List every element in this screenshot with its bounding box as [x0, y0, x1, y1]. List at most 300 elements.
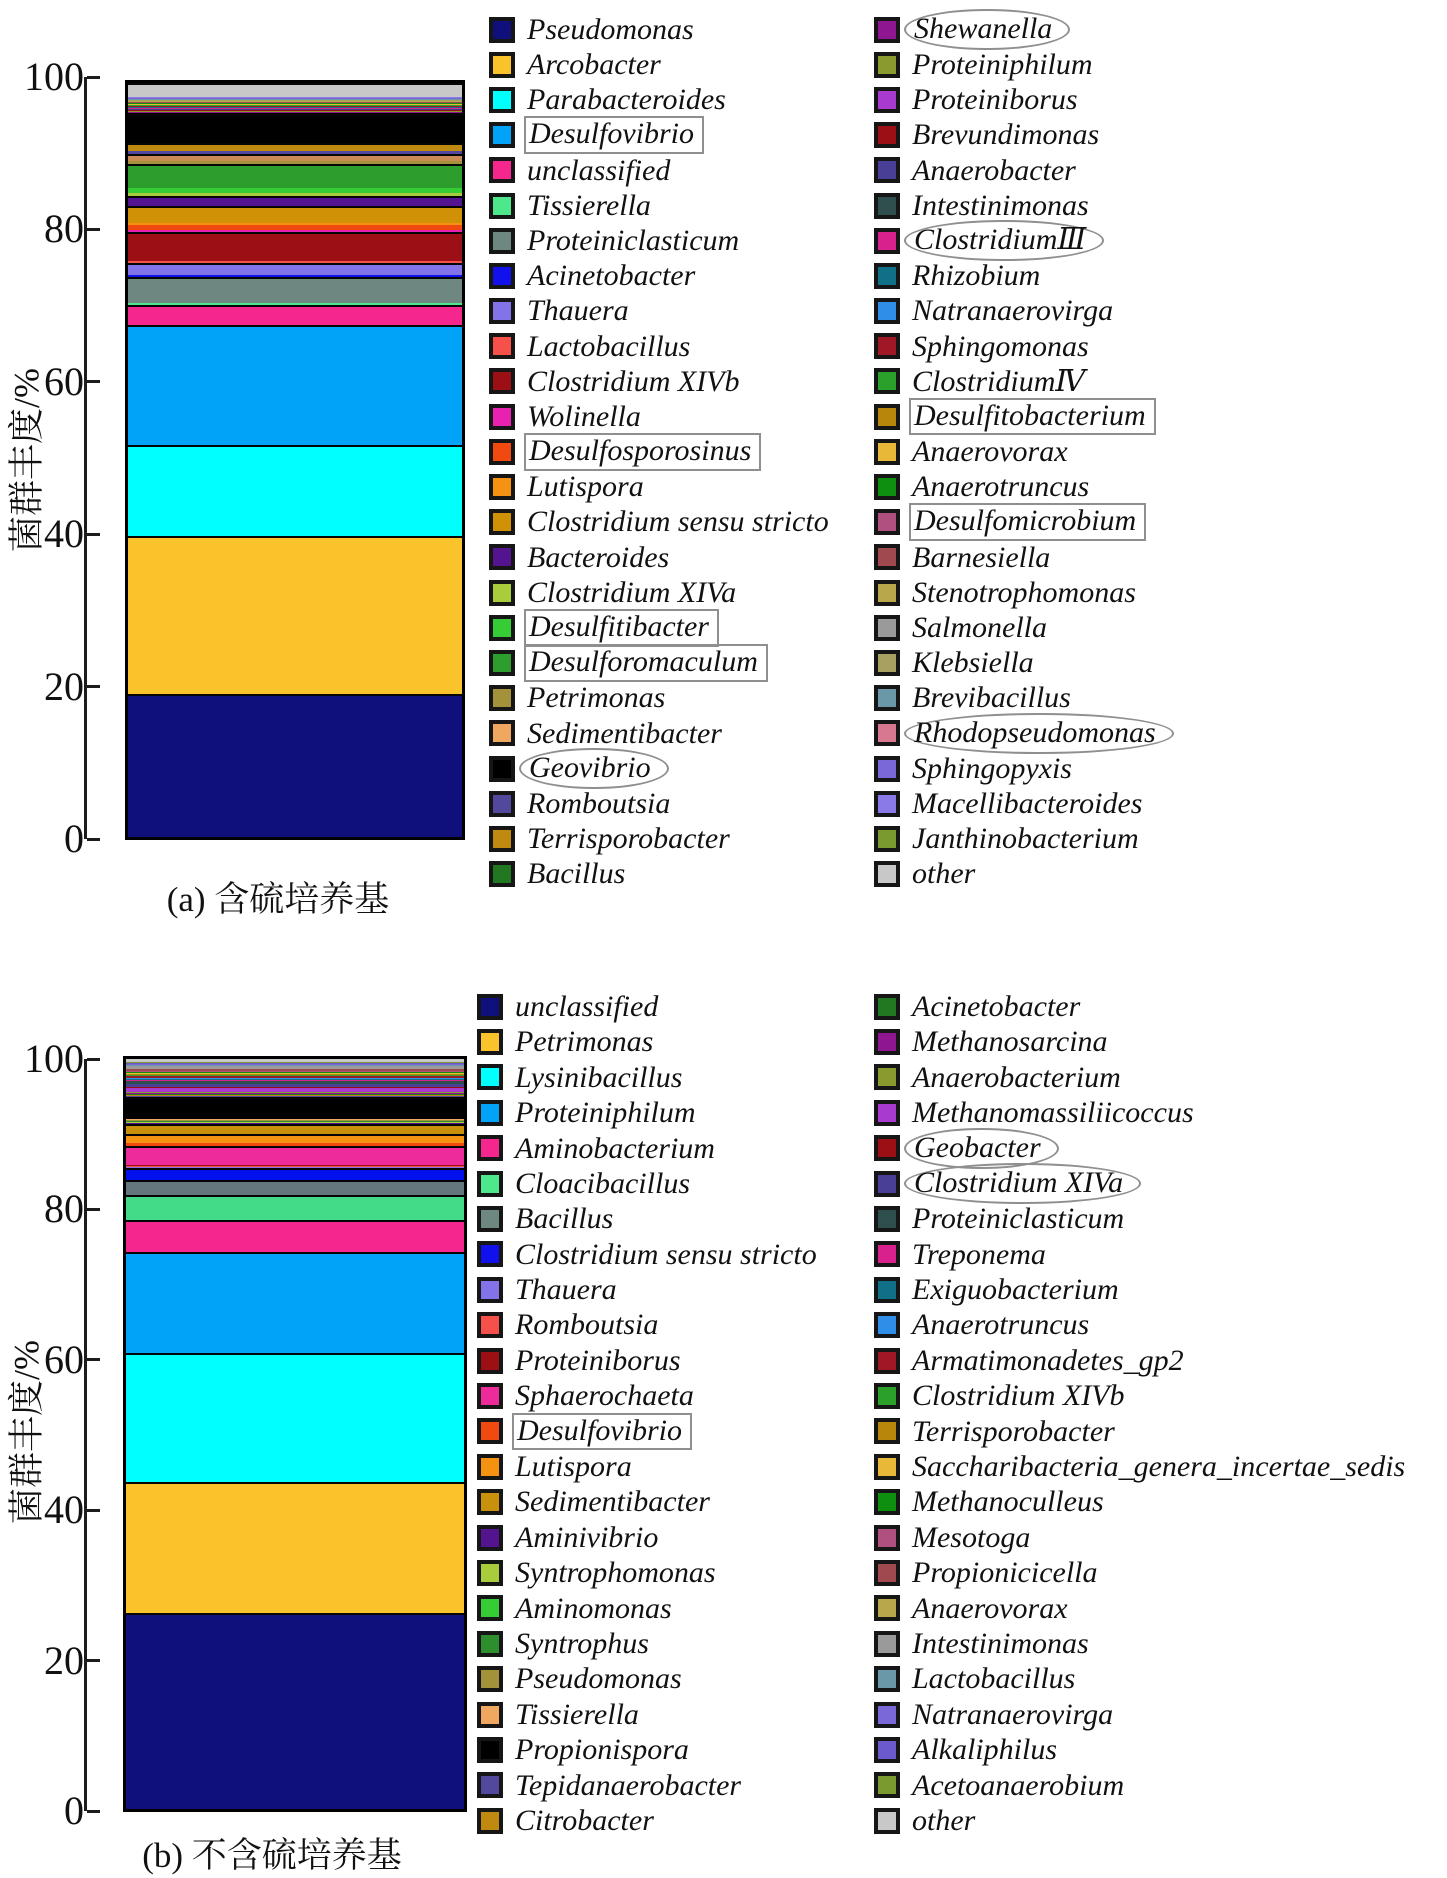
- legend-item: [477, 1697, 817, 1732]
- legend-swatch: [874, 826, 900, 852]
- legend-item: [874, 1343, 1405, 1378]
- legend-item: [874, 1131, 1405, 1166]
- legend-item: [477, 1237, 817, 1272]
- legend-item: [489, 329, 829, 364]
- legend-item: [489, 294, 829, 329]
- legend-item: [489, 575, 829, 610]
- legend-label: Bacillus: [527, 857, 626, 891]
- legend-item: [874, 821, 1174, 856]
- legend-item: [874, 1166, 1405, 1201]
- bar-segment-petrimonas: [128, 161, 462, 164]
- bar-segment-terrisporobacter: [126, 1074, 464, 1075]
- legend-swatch: [874, 1277, 900, 1303]
- legend-swatch: [489, 720, 515, 746]
- legend-label: Lactobacillus: [527, 329, 691, 363]
- legend-label: Desulfitobacterium: [909, 398, 1156, 436]
- legend-label: Proteiniphilum: [515, 1096, 696, 1130]
- legend-item: [874, 786, 1174, 821]
- legend-swatch: [874, 1560, 900, 1586]
- legend-label: Anaerobacter: [912, 153, 1076, 187]
- legend-label: Pseudomonas: [527, 12, 694, 46]
- legend-label: Methanomassiliicoccus: [912, 1096, 1194, 1130]
- legend-item: [874, 1308, 1405, 1343]
- legend-swatch: [874, 263, 900, 289]
- legend-label: Tissierella: [515, 1697, 639, 1731]
- bar-segment-anaerotruncus: [126, 1078, 464, 1079]
- bar-segment-acinetobacter: [126, 1094, 464, 1095]
- legend-label: Desulfovibrio: [512, 1413, 692, 1451]
- legend-item: [874, 857, 1174, 892]
- legend-swatch: [874, 1064, 900, 1090]
- legend-swatch: [477, 1808, 503, 1834]
- legend-swatch: [874, 1808, 900, 1834]
- y-tick: [14, 206, 100, 252]
- bar-segment-cloacibacillus: [126, 1195, 464, 1220]
- legend-swatch: [874, 1525, 900, 1551]
- y-tick-label: 40: [44, 511, 84, 557]
- legend-label: Sphingopyxis: [912, 751, 1072, 785]
- bar-segment-lactobacillus: [126, 1065, 464, 1067]
- bar-segment-romboutsia: [126, 1166, 464, 1167]
- legend-label: Anaerovorax: [912, 435, 1068, 469]
- legend-label: Bacteroides: [527, 540, 670, 574]
- legend-label: Petrimonas: [527, 681, 666, 715]
- legend-swatch: [874, 1100, 900, 1126]
- legend-item: [874, 1272, 1405, 1307]
- legend-swatch: [874, 580, 900, 606]
- legend-item: [874, 751, 1174, 786]
- legend-item: [477, 1378, 817, 1413]
- y-tick-mark: [87, 1358, 100, 1361]
- legend-item: [489, 364, 829, 399]
- legend-swatch: [489, 263, 515, 289]
- y-tick: [14, 358, 100, 404]
- legend-swatch: [477, 994, 503, 1020]
- legend-label: Anaerotruncus: [912, 1308, 1090, 1342]
- legend-label: unclassified: [515, 989, 659, 1023]
- legend-swatch: [489, 368, 515, 394]
- legend-swatch: [874, 1029, 900, 1055]
- bar-segment-unclassified: [126, 1613, 464, 1809]
- legend-item: [477, 1555, 817, 1590]
- bar-segment-janthinobacterium: [128, 97, 462, 98]
- legend-item: [874, 1591, 1405, 1626]
- legend-item: [874, 1555, 1405, 1590]
- bar-segment-geovibrio: [128, 113, 462, 142]
- legend-item: [874, 681, 1174, 716]
- legend-swatch: [874, 1383, 900, 1409]
- legend-item: [874, 294, 1174, 329]
- legend-swatch: [489, 228, 515, 254]
- legend-swatch: [874, 1489, 900, 1515]
- legend-swatch: [489, 439, 515, 465]
- bar-segment-pseudomonas: [128, 694, 462, 837]
- legend-item: [874, 989, 1405, 1024]
- bar-segment-propionispora: [126, 1097, 464, 1120]
- legend-item: [874, 1697, 1405, 1732]
- legend-label: Macellibacteroides: [912, 786, 1143, 820]
- legend-item: [874, 399, 1174, 434]
- legend-label: Thauera: [515, 1273, 617, 1307]
- legend-label: Syntrophomonas: [515, 1556, 716, 1590]
- legend-swatch: [477, 1029, 503, 1055]
- y-tick-mark: [87, 228, 100, 231]
- legend-item: [874, 153, 1174, 188]
- legend-item: [874, 505, 1174, 540]
- bar-segment-desulfovibrio: [128, 325, 462, 446]
- legend-label: Barnesiella: [912, 540, 1051, 574]
- bar-segment-petrimonas: [126, 1482, 464, 1613]
- bar-segment-lactobacillus: [128, 261, 462, 263]
- legend-item: [489, 751, 829, 786]
- bar-segment-acinetobacter: [128, 275, 462, 277]
- legend-item: [489, 716, 829, 751]
- legend-label: Anaerotruncus: [912, 470, 1090, 504]
- bar-segment-intestinimonas: [128, 109, 462, 110]
- bar-segment-other: [128, 83, 462, 96]
- legend-item: [477, 1343, 817, 1378]
- legend-item: [874, 610, 1174, 645]
- legend-swatch: [874, 1348, 900, 1374]
- bar-segment-klebsiella: [128, 100, 462, 101]
- legend-item: [874, 1095, 1405, 1130]
- y-tick-label: 0: [64, 816, 84, 861]
- stacked-bar: [125, 80, 465, 840]
- legend-swatch: [489, 333, 515, 359]
- chart-caption: (a) 含硫培养基: [166, 880, 390, 919]
- legend-swatch: [477, 1171, 503, 1197]
- legend-swatch: [489, 615, 515, 641]
- legend-label: Sedimentibacter: [515, 1485, 710, 1519]
- bar-segment-anaerovorax: [128, 104, 462, 105]
- legend-label: Rhizobium: [912, 259, 1041, 293]
- legend-swatch: [477, 1772, 503, 1798]
- bar-segment-bacillus: [126, 1180, 464, 1195]
- legend-item: [489, 469, 829, 504]
- bar-segment-tissierella: [126, 1119, 464, 1120]
- bar-segment-propionicicella: [126, 1069, 464, 1071]
- bar-segment-natranaerovirga: [126, 1064, 464, 1065]
- legend-item: [477, 1484, 817, 1519]
- legend-swatch: [477, 1312, 503, 1338]
- legend-swatch: [874, 474, 900, 500]
- legend-swatch: [477, 1348, 503, 1374]
- legend-label: Methanoculleus: [912, 1485, 1104, 1519]
- legend-swatch: [874, 368, 900, 394]
- y-tick: [14, 1336, 100, 1382]
- bar-segment-aminomonas: [126, 1122, 464, 1123]
- legend-item: [874, 1378, 1405, 1413]
- legend-label: Terrisporobacter: [527, 822, 730, 856]
- legend-label: Romboutsia: [515, 1308, 659, 1342]
- legend-swatch: [874, 1666, 900, 1692]
- bar-segment-armatimonadetes-gp2: [126, 1076, 464, 1078]
- legend-label: Citrobacter: [515, 1803, 654, 1837]
- legend-label: Natranaerovirga: [912, 294, 1114, 328]
- legend-swatch: [874, 861, 900, 887]
- legend-swatch: [874, 1135, 900, 1161]
- legend-item: [874, 1237, 1405, 1272]
- bar-segment-anaerobacter: [128, 109, 462, 110]
- legend-item: [489, 118, 829, 153]
- legend-item: [874, 1626, 1405, 1661]
- legend-item: [489, 82, 829, 117]
- legend-item: [489, 12, 829, 47]
- legend-label: Desulforomaculum: [524, 644, 768, 682]
- bar-segment-clostridium-sensu-stricto: [126, 1168, 464, 1180]
- legend-swatch: [489, 52, 515, 78]
- legend-swatch: [489, 298, 515, 324]
- legend-swatch: [874, 298, 900, 324]
- legend-swatch: [874, 157, 900, 183]
- y-tick-label: 20: [44, 1637, 84, 1683]
- legend-label: Sedimentibacter: [527, 716, 722, 750]
- legend-swatch: [477, 1206, 503, 1232]
- legend-swatch: [874, 1631, 900, 1657]
- bar-segment-tissierella: [128, 303, 462, 305]
- bar-segment-geobacter: [126, 1087, 464, 1089]
- legend-swatch: [489, 544, 515, 570]
- legend-item: [874, 47, 1174, 82]
- legend-item: [874, 258, 1174, 293]
- legend-label: Proteiniclasticum: [912, 1202, 1125, 1236]
- legend-item: [477, 1201, 817, 1236]
- legend-item: [477, 1024, 817, 1059]
- legend-label: Proteiniborus: [912, 83, 1078, 117]
- legend-label: Acetoanaerobium: [912, 1768, 1125, 1802]
- legend-swatch: [874, 228, 900, 254]
- legend-swatch: [874, 193, 900, 219]
- bar-segment-thauera: [128, 263, 462, 275]
- legend-column-1: [477, 989, 817, 1838]
- bar-segment-exiguobacterium: [126, 1079, 464, 1081]
- legend-label: Clostridium XIVa: [904, 1163, 1141, 1205]
- bar-segment-wolinella: [128, 230, 462, 232]
- bar-segment-sphingomonas: [128, 106, 462, 107]
- legend-label: Desulfitibacter: [524, 609, 719, 647]
- legend-swatch: [874, 87, 900, 113]
- bar-segment-anaerobacterium: [126, 1092, 464, 1093]
- legend-item: [874, 1768, 1405, 1803]
- legend-label: Geobacter: [904, 1128, 1059, 1170]
- legend-item: [874, 12, 1174, 47]
- legend-label: Thauera: [527, 294, 629, 328]
- legend-label: Desulfosporosinus: [524, 433, 761, 471]
- stacked-bar: [123, 1056, 467, 1812]
- legend-label: Propionispora: [515, 1733, 689, 1767]
- legend-swatch: [874, 994, 900, 1020]
- y-tick: [14, 1788, 100, 1833]
- legend-swatch: [489, 17, 515, 43]
- legend-item: [874, 716, 1174, 751]
- y-tick-mark: [87, 838, 100, 841]
- bar-segment-acetoanaerobium: [126, 1062, 464, 1063]
- bar-segment-other: [126, 1059, 464, 1061]
- legend-label: Wolinella: [527, 399, 641, 433]
- legend-item: [477, 1272, 817, 1307]
- bar-segment-sedimentibacter: [128, 154, 462, 161]
- legend-label: Proteiniclasticum: [527, 223, 740, 257]
- bar-segment-terrisporobacter: [128, 143, 462, 151]
- legend-swatch: [874, 404, 900, 430]
- legend-label: Salmonella: [912, 611, 1047, 645]
- legend-label: Pseudomonas: [515, 1662, 682, 1696]
- bar-segment-rhizobium: [128, 107, 462, 108]
- legend-swatch: [489, 122, 515, 148]
- bar-segment-desulforomaculum: [128, 164, 462, 188]
- bar-segment-treponema: [126, 1080, 464, 1081]
- bar-segment-proteiniborus: [128, 111, 462, 112]
- legend-swatch: [874, 333, 900, 359]
- legend-item: [489, 47, 829, 82]
- legend-label: Lactobacillus: [912, 1662, 1076, 1696]
- legend-item: [489, 681, 829, 716]
- chart-caption: (b) 不含硫培养基: [142, 1836, 402, 1875]
- legend-label: Mesotoga: [912, 1520, 1031, 1554]
- legend-swatch: [477, 1560, 503, 1586]
- bar-segment-proteiniclasticum: [126, 1081, 464, 1084]
- legend-label: Lutispora: [515, 1450, 632, 1484]
- legend-item: [874, 434, 1174, 469]
- bar-segment-clostridium-xiva: [128, 193, 462, 196]
- legend-swatch: [477, 1631, 503, 1657]
- legend-item: [477, 1591, 817, 1626]
- y-tick: [14, 1036, 100, 1081]
- legend-swatch: [477, 1383, 503, 1409]
- y-tick-label: 60: [44, 1336, 84, 1382]
- bar-segment-clostridium-: [128, 108, 462, 109]
- y-axis-line: [84, 77, 87, 839]
- legend-item: [874, 1024, 1405, 1059]
- legend-swatch: [477, 1666, 503, 1692]
- bar-segment-anaerotruncus: [128, 103, 462, 104]
- legend-swatch: [489, 157, 515, 183]
- legend-swatch: [477, 1525, 503, 1551]
- bar-segment-parabacteroides: [128, 445, 462, 535]
- legend-swatch: [874, 1312, 900, 1338]
- legend-label: ClostridiumⅢ: [904, 220, 1104, 262]
- legend-label: Aminivibrio: [515, 1520, 659, 1554]
- bar-segment-aminivibrio: [126, 1123, 464, 1124]
- legend-item: [874, 1520, 1405, 1555]
- legend-item: [874, 1484, 1405, 1519]
- legend-item: [874, 329, 1174, 364]
- bar-segment-desulfomicrobium: [128, 103, 462, 104]
- legend-label: Exiguobacterium: [912, 1273, 1119, 1307]
- bar-segment-methanomassiliicoccus: [126, 1088, 464, 1092]
- legend-swatch: [874, 791, 900, 817]
- legend-swatch: [874, 1454, 900, 1480]
- bar-segment-alkaliphilus: [126, 1063, 464, 1064]
- legend-swatch: [874, 1595, 900, 1621]
- y-tick: [14, 1186, 100, 1232]
- legend-label: Lysinibacillus: [515, 1060, 683, 1094]
- legend-label: Anaerobacterium: [912, 1060, 1121, 1094]
- legend-label: Tepidanaerobacter: [515, 1768, 742, 1802]
- legend-item: [477, 1768, 817, 1803]
- bar-segment-lysinibacillus: [126, 1353, 464, 1482]
- bar-segment-sphingopyxis: [128, 98, 462, 99]
- y-tick: [14, 816, 100, 861]
- legend-swatch: [489, 685, 515, 711]
- legend-item: [477, 1626, 817, 1661]
- legend-label: Romboutsia: [527, 786, 671, 820]
- legend-label: unclassified: [527, 153, 671, 187]
- legend-label: Aminomonas: [515, 1591, 672, 1625]
- legend-item: [477, 1095, 817, 1130]
- y-tick-label: 80: [44, 206, 84, 252]
- y-tick-mark: [87, 1058, 100, 1061]
- legend-swatch: [477, 1277, 503, 1303]
- legend-item: [874, 469, 1174, 504]
- bar-segment-desulfosporosinus: [128, 225, 462, 230]
- legend-item: [477, 989, 817, 1024]
- bar-segment-thauera: [126, 1167, 464, 1168]
- legend-label: Intestinimonas: [912, 188, 1089, 222]
- bar-segment-salmonella: [128, 101, 462, 102]
- legend-swatch: [477, 1135, 503, 1161]
- bar-segment-clostridium-xivb: [126, 1075, 464, 1076]
- y-axis-line: [84, 1059, 87, 1811]
- legend-swatch: [477, 1064, 503, 1090]
- bar-segment-lutispora: [128, 223, 462, 225]
- bar-segment-clostridium-: [128, 105, 462, 106]
- bar-segment-desulfovibrio: [126, 1143, 464, 1146]
- legend-swatch: [489, 474, 515, 500]
- legend-item: [489, 399, 829, 434]
- legend-item: [477, 1661, 817, 1696]
- legend-swatch: [477, 1702, 503, 1728]
- legend-item: [874, 1201, 1405, 1236]
- legend-swatch: [874, 1241, 900, 1267]
- legend-item: [874, 188, 1174, 223]
- legend-swatch: [874, 720, 900, 746]
- y-tick-label: 0: [64, 1788, 84, 1833]
- legend-label: Proteiniborus: [515, 1343, 681, 1377]
- legend-item: [489, 258, 829, 293]
- bar-segment-brevibacillus: [128, 99, 462, 100]
- legend-swatch: [874, 17, 900, 43]
- legend-item: [477, 1308, 817, 1343]
- legend-item: [489, 223, 829, 258]
- legend-item: [874, 364, 1174, 399]
- legend-swatch: [874, 1418, 900, 1444]
- y-ticks: [0, 54, 100, 861]
- legend-label: Clostridium XIVa: [527, 575, 737, 609]
- bar-segment-desulfitobacterium: [128, 105, 462, 106]
- legend-swatch: [477, 1241, 503, 1267]
- bar-segment-sphaerochaeta: [126, 1146, 464, 1165]
- bar-segment-clostridium-xivb: [128, 232, 462, 261]
- legend-swatch: [489, 650, 515, 676]
- legend-item: [874, 223, 1174, 258]
- legend-swatch: [874, 509, 900, 535]
- bar-segment-proteiniphilum: [126, 1252, 464, 1353]
- legend-swatch: [874, 685, 900, 711]
- bar-segment-citrobacter: [126, 1095, 464, 1096]
- legend-label: Saccharibacteria_genera_incertae_sedis: [912, 1450, 1406, 1484]
- legend-item: [489, 153, 829, 188]
- y-tick-mark: [87, 685, 100, 688]
- legend-swatch: [489, 509, 515, 535]
- legend-label: Brevibacillus: [912, 681, 1071, 715]
- y-ticks: [0, 1036, 100, 1833]
- legend-label: Bacillus: [515, 1202, 614, 1236]
- bar-segment-romboutsia: [128, 151, 462, 154]
- legend-label: other: [912, 1803, 976, 1837]
- legend-label: Brevundimonas: [912, 118, 1100, 152]
- legend-label: Tissierella: [527, 188, 651, 222]
